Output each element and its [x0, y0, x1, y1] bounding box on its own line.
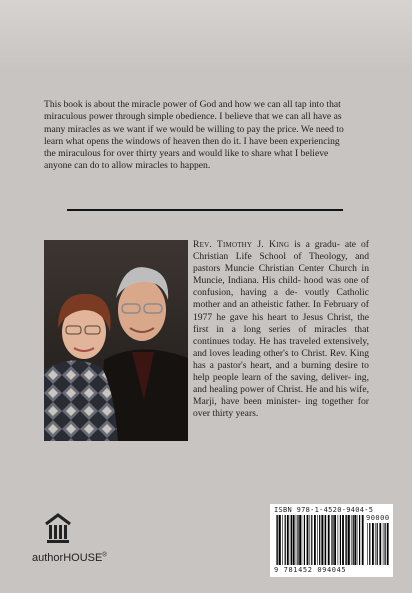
barcode-bar: [367, 523, 368, 565]
bio-line: and pastors Muncie Christian Center: [193, 251, 369, 275]
barcode-bar: [279, 515, 281, 565]
barcode-bar: [293, 515, 295, 565]
barcode-bar: [383, 523, 384, 565]
bio-line: leading other's to Christ. Rev. King has: [193, 347, 369, 371]
barcode-bar: [287, 515, 289, 565]
bio-line: ing together for over thirty years.: [193, 396, 369, 420]
barcode-bar: [351, 515, 352, 565]
barcode-bar: [297, 515, 298, 565]
blurb-line: anyone can do to allow miracles to happen.: [44, 160, 211, 172]
author-photo: [44, 240, 188, 441]
bio-line: is a gradu-: [289, 239, 340, 250]
barcode-bar: [291, 515, 292, 565]
barcode-bar: [314, 515, 316, 565]
barcode-bar: [285, 515, 286, 565]
barcode-bar: [317, 515, 318, 565]
barcode-bar: [304, 515, 305, 565]
blurb-line: learn what opens the windows of heaven then do it. I have been experiencing: [44, 135, 340, 147]
addon-barcode-bars: [367, 523, 389, 565]
barcode-bar: [342, 515, 344, 565]
barcode-bar: [282, 515, 283, 565]
bio-line: voutly Catholic mother and an atheistic: [193, 287, 369, 311]
barcode-bar: [345, 515, 346, 565]
blurb-line: many miracles as we want if we would be willing to pay the price. We need to: [44, 123, 344, 135]
blurb-line: the miraculous for over thirty years and would like to share what I believe: [44, 148, 329, 160]
barcode-bar: [379, 523, 381, 565]
bio-line: heart to Jesus Christ, the first in a long: [193, 311, 369, 335]
barcode-bar: [307, 515, 309, 565]
barcode-bar: [359, 515, 360, 565]
barcode-bar: [387, 523, 389, 565]
barcode-bar: [302, 515, 303, 565]
publisher-name: authorHOUSE®: [32, 552, 107, 564]
barcode-bar: [325, 515, 326, 565]
bio-line: Church in Muncie, Indiana. His child-: [193, 263, 369, 287]
barcode-bar: [290, 515, 291, 565]
bio-line: He has traveled extensively, and loves: [193, 335, 369, 359]
bio-line: ing, and healing power of Christ. He: [193, 372, 369, 396]
barcode-bar: [346, 515, 347, 565]
barcode-bar: [377, 523, 378, 565]
barcode-bar: [375, 523, 376, 565]
barcode-bar: [372, 523, 374, 565]
barcode-bar: [331, 515, 332, 565]
barcode-bar: [321, 515, 323, 565]
house-logo-icon: [44, 512, 72, 546]
barcode-bar: [319, 515, 320, 565]
barcode-bar: [277, 515, 278, 565]
top-shading: [0, 0, 412, 70]
barcode-bars: [276, 515, 364, 565]
blurb-line: miraculous power through simple obedience. I believe that we can all have as: [44, 111, 342, 123]
barcode-bar: [353, 515, 354, 565]
price-addon-number: 90000: [366, 514, 390, 522]
barcode-bar: [369, 523, 370, 565]
author-photo-illustration: [44, 240, 188, 441]
barcode-bar: [276, 515, 277, 565]
isbn-text: ISBN 978-1-4520-9404-5: [274, 506, 374, 514]
barcode-bar: [362, 515, 364, 565]
barcode-bar: [328, 515, 330, 565]
bio-line: father. In February of 1977 he gave his: [193, 299, 369, 323]
bio-line: hood was one of confusion, having a de-: [193, 275, 370, 299]
barcode-bar: [310, 515, 311, 565]
barcode-bar: [385, 523, 386, 565]
bio-line: series of miracles that continues today.: [193, 323, 369, 347]
barcode-bar: [299, 515, 301, 565]
barcode-bar: [296, 515, 297, 565]
author-bio: [193, 239, 369, 420]
bio-line: and his wife, Marji, have been minister-: [193, 384, 369, 408]
divider-rule: [67, 209, 343, 211]
barcode-bar: [334, 515, 336, 565]
ean-number: 9 781452 094045: [274, 566, 347, 574]
barcode-bar: [348, 515, 350, 565]
barcode-bar: [338, 515, 339, 565]
bio-line: a pastor's heart, and a burning desire to: [209, 359, 369, 371]
barcode-bar: [311, 515, 312, 565]
barcode-bar: [340, 515, 341, 565]
barcode-bar: [357, 515, 358, 565]
isbn-barcode: [270, 504, 393, 577]
book-blurb: [44, 99, 372, 173]
barcode-bar: [324, 515, 325, 565]
author-name: Rev. Timothy J. King: [193, 239, 290, 250]
publisher-logo: [32, 512, 112, 572]
bio-line: ate of Christian Life School of Theology,: [193, 239, 369, 263]
barcode-bar: [354, 515, 356, 565]
blurb-line: This book is about the miracle power of God and how we can all tap into that: [44, 99, 341, 110]
barcode-bar: [332, 515, 333, 565]
bio-line: help people learn of the saving, deliver-: [193, 372, 351, 384]
